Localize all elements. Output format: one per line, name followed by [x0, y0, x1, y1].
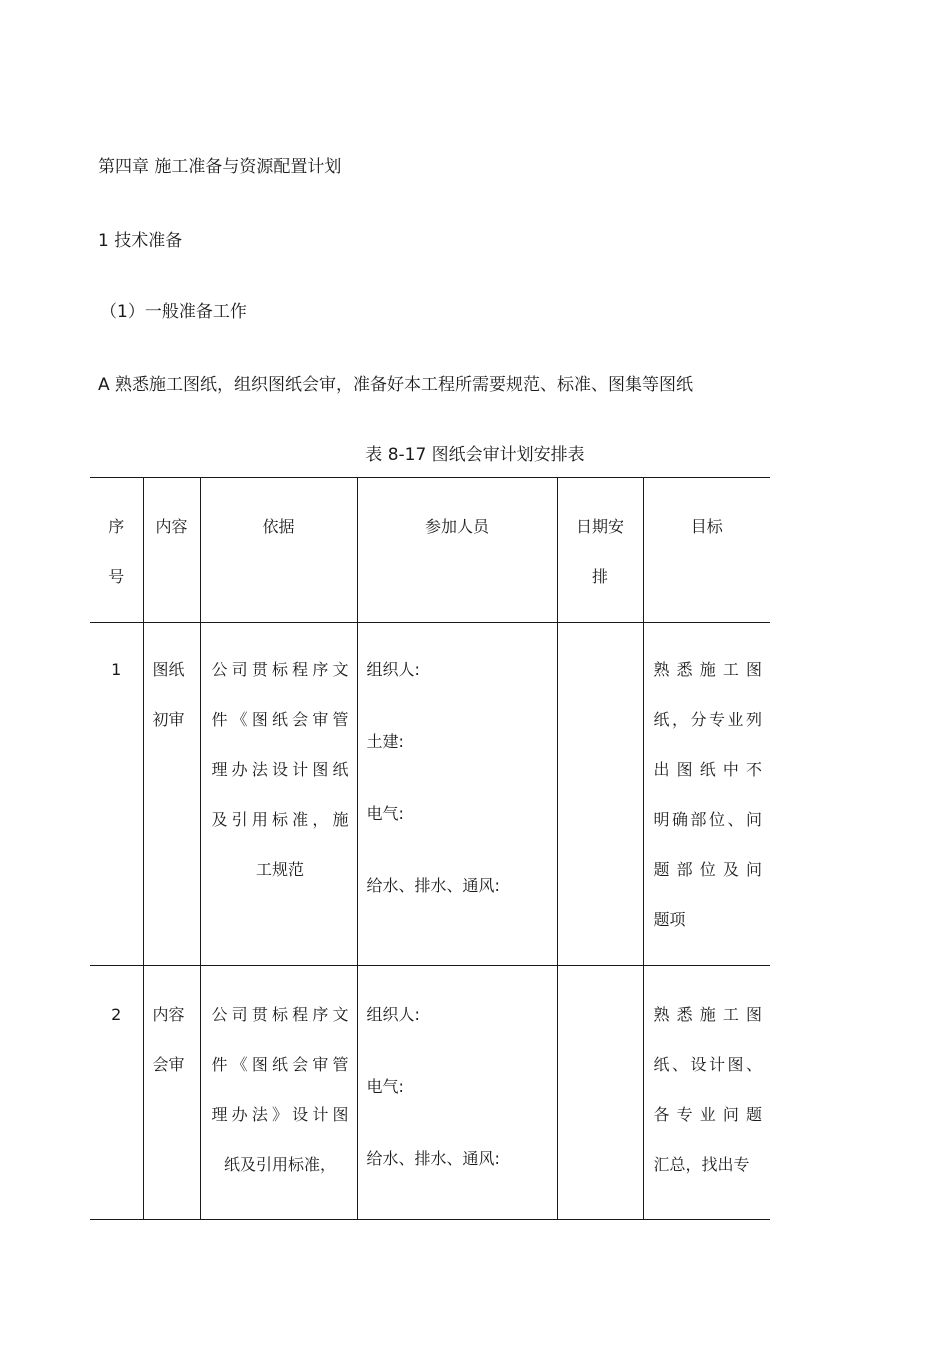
- row-no: 2: [111, 1005, 122, 1024]
- table-row: [90, 966, 770, 1220]
- header-basis: 依据: [200, 478, 357, 623]
- row-people: 组织人: 土建: 电气: 给水、排水、通风:: [357, 623, 557, 966]
- table-row: [90, 623, 770, 966]
- row-basis: 公司贯标程序文 件《图纸会审管 理办法设计图纸 及引用标准，施 工规范: [200, 623, 357, 966]
- row-content: 内容 会审: [143, 966, 200, 1220]
- row-date: [557, 966, 643, 1220]
- row-people: 组织人: 电气: 给水、排水、通风:: [357, 966, 557, 1220]
- header-target: 目标: [643, 478, 770, 623]
- chapter-heading: 第四章 施工准备与资源配置计划: [98, 157, 342, 177]
- row-target: 熟悉施工图 纸、设计图、 各专业问题 汇总，找出专: [643, 966, 770, 1220]
- drawing-review-plan-table: [90, 477, 770, 1220]
- row-target: 熟悉施工图 纸，分专业列 出图纸中不 明确部位、问 题部位及问 题项: [643, 623, 770, 966]
- row-date: [557, 623, 643, 966]
- header-date: 日期安 排: [557, 478, 643, 623]
- row-basis: 公司贯标程序文 件《图纸会审管 理办法》设计图 纸及引用标准，: [200, 966, 357, 1220]
- table-header-row: [90, 478, 770, 623]
- subsection-heading: （1）一般准备工作: [100, 302, 247, 322]
- table-caption: 表 8-17 图纸会审计划安排表: [365, 445, 585, 465]
- row-no: 1: [111, 660, 122, 679]
- row-content: 图纸 初审: [143, 623, 200, 966]
- header-people: 参加人员: [357, 478, 557, 623]
- item-a-text: A 熟悉施工图纸，组织图纸会审，准备好本工程所需要规范、标准、图集等图纸: [98, 375, 694, 395]
- header-no: 序 号: [108, 517, 125, 586]
- section-heading: 1 技术准备: [98, 231, 183, 251]
- header-content: 内容: [143, 478, 200, 623]
